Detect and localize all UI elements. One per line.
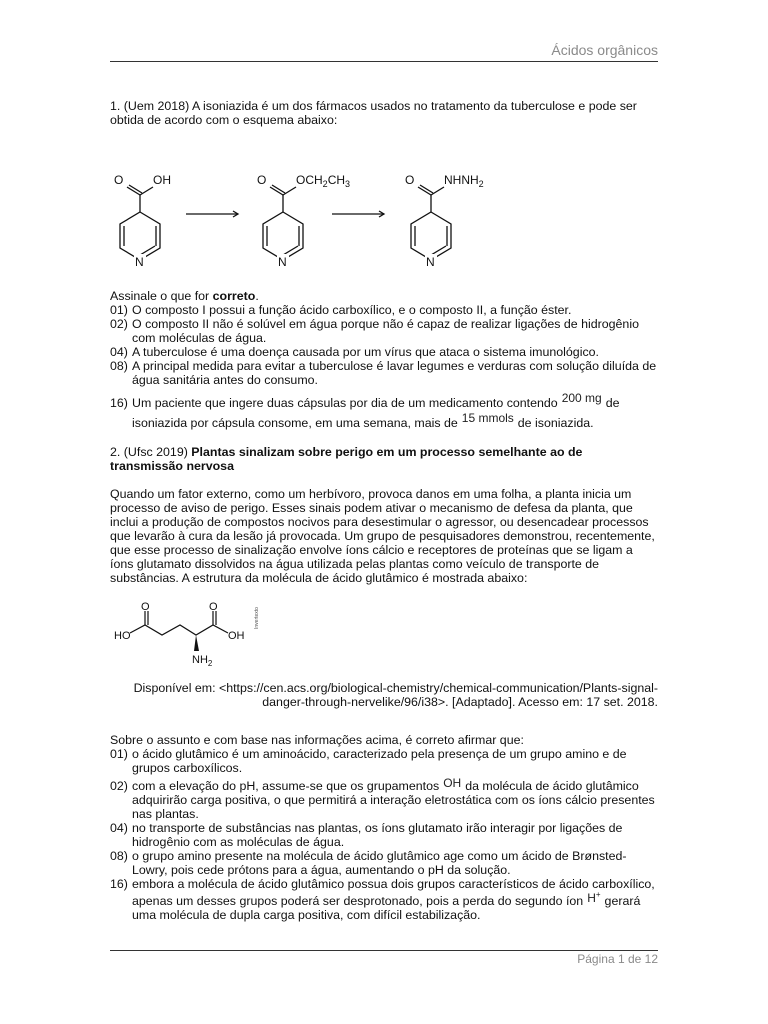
q1-source: (Uem 2018) xyxy=(123,99,190,113)
scheme-group1: OH xyxy=(153,173,171,187)
q2-option-04: 04) no transporte de substâncias nas plantas, os íons glutamato irão interagir por ligações de hidrogênio com as moléculas de água. xyxy=(110,821,623,849)
glu-oh: OH xyxy=(228,630,245,642)
scheme-group2: $OCH_2CH_3$ xyxy=(296,173,351,189)
q1-option-04: 04) A tuberculose é uma doença causada por um vírus que ataca o sistema imunológico. xyxy=(110,345,599,359)
footer-rule xyxy=(110,950,658,951)
glu-nh2: $NH_2$ xyxy=(192,654,213,668)
q1-statement xyxy=(110,99,658,127)
scheme-o3: O xyxy=(405,173,415,187)
scheme-group3: $NHNH_2$ xyxy=(444,173,484,189)
glu-watermark: Invertexto xyxy=(254,607,260,629)
scheme-o2: O xyxy=(257,173,267,187)
q1-text: A isoniazida é um dos fármacos usados no tratamento da tuberculose e pode ser obtida de acordo com o esquema abaixo: xyxy=(110,99,637,127)
q1-option-08: 08) A principal medida para evitar a tuberculose é lavar legumes e verduras com solução diluída de água sanitária antes do consumo. xyxy=(110,359,657,387)
scheme-n2: N xyxy=(278,255,287,269)
header-title: Ácidos orgânicos xyxy=(551,42,658,58)
q2-heading xyxy=(110,445,658,473)
q1-option-16: 16) Um paciente que ingere duas cápsulas por dia de um medicamento contendo 200 mg de isoniazida por cápsula consome, em uma semana, mais de 15 mmols de isoniazida. xyxy=(110,391,620,430)
math-15mmols: 15 mmols xyxy=(461,411,514,425)
q1-instruction: Assinale o que for correto. xyxy=(110,289,259,303)
q2-number: 2. xyxy=(110,445,121,459)
glu-ho: HO xyxy=(114,630,131,642)
content xyxy=(110,99,658,922)
q2-title: Plantas sinalizam sobre perigo em um processo semelhante ao de transmissão nervosa xyxy=(110,445,583,473)
q2-citation: Disponível em: <https://cen.acs.org/biological-chemistry/chemical-communication/Plants-signal-danger-through-nervelike/96/i38>. [Adaptado]. Acesso em: 17 set. 2018. xyxy=(133,681,658,709)
math-oh: OH xyxy=(443,776,462,790)
header-rule xyxy=(110,61,658,62)
q2-source: (Ufsc 2019) xyxy=(123,445,188,459)
q2-option-02: 02) com a elevação do pH, assume-se que os grupamentos OH da molécula de ácido glutâmico adquirirão carga positiva, o que permitirá a interação eletrostática com os íons cálcio presentes nas plantas. xyxy=(110,776,655,821)
scheme-o1: O xyxy=(114,173,124,187)
glutamic-acid-structure xyxy=(110,599,270,669)
q2-paragraph: Quando um fator externo, como um herbívoro, provoca danos em uma folha, a planta inicia um processo de aviso de perigo. Esses sinais podem ativar o mecanismo de defesa da planta, que inclui a produção de compostos nocivos para desestimular o agressor, ou desencadear processos que levarão à cura da lesão já provocada. Um grupo de pesquisadores demonstrou, recentemente, que esse processo de sinalização envolve íons cálcio e receptores de proteínas que se ligam a íons glutamato dissolvidos na água utilizada pelas plantas como veículo de transporte de substâncias. A estrutura da molécula de ácido glutâmico é mostrada abaixo: xyxy=(110,487,655,585)
q2-intro: Sobre o assunto e com base nas informações acima, é correto afirmar que: xyxy=(110,733,524,747)
page-number: Página 1 de 12 xyxy=(577,952,658,966)
scheme-n1: N xyxy=(135,255,144,269)
q2-option-08: 08) o grupo amino presente na molécula de ácido glutâmico age como um ácido de Brønsted-Lowry, pois cede prótons para a água, aumentando o pH da solução. xyxy=(110,849,627,877)
q2-option-01: 01) o ácido glutâmico é um aminoácido, caracterizado pela presença de um grupo amino e de grupos carboxílicos. xyxy=(110,747,627,775)
q1-option-02: 02) O composto II não é solúvel em água porque não é capaz de realizar ligações de hidrogênio com moléculas de água. xyxy=(110,317,639,345)
q1-number: 1. xyxy=(110,99,121,113)
math-200mg: 200 mg xyxy=(561,391,602,405)
q2-option-16: 16) embora a molécula de ácido glutâmico possua dois grupos característicos de ácido carboxílico, apenas um desses grupos poderá ser desprotonado, pois a perda do segundo íon H+ gerará uma molécula de dupla carga positiva, com difícil estabilização. xyxy=(110,877,655,922)
isoniazid-synthesis-scheme xyxy=(110,137,510,275)
q1-instruction-bold: correto xyxy=(212,289,256,303)
glu-o1: O xyxy=(141,601,150,613)
glu-o2: O xyxy=(209,601,218,613)
q1-option-01: 01) O composto I possui a função ácido carboxílico, e o composto II, a função éster. xyxy=(110,303,572,317)
scheme-n3: N xyxy=(426,255,435,269)
math-h-plus: H+ xyxy=(587,890,601,905)
